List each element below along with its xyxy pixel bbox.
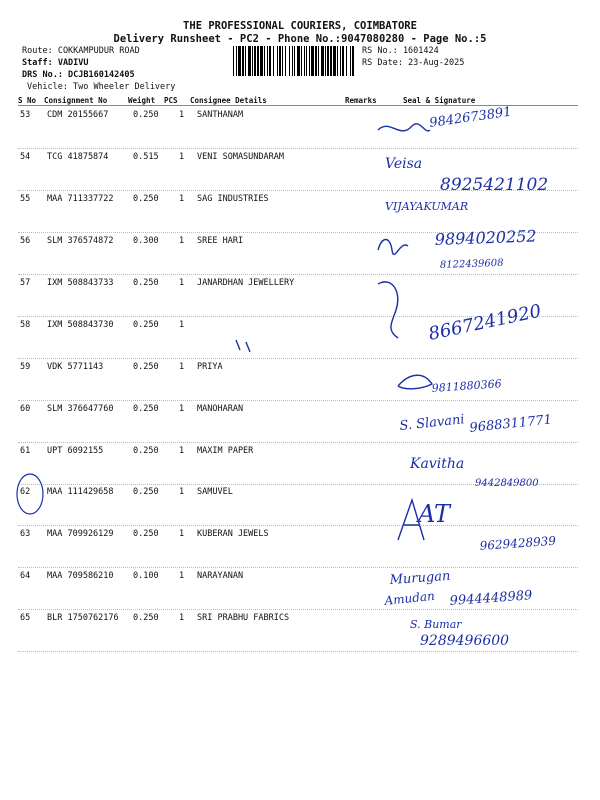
weight-value: 0.250 (133, 613, 159, 623)
table-row (18, 359, 578, 401)
consignee-name: NARAYANAN (197, 571, 244, 581)
handwritten-note: Amudan (383, 588, 436, 608)
consignment-number: MAA 709586210 (47, 571, 114, 581)
handwritten-note: Kavitha (410, 456, 465, 472)
serial-number: 59 (20, 362, 31, 372)
handwritten-note: S. Bumar (410, 618, 462, 631)
weight-value: 0.250 (133, 362, 159, 372)
handwritten-note: Veisa (385, 156, 423, 172)
column-header-consignee: Consignee Details (190, 96, 267, 105)
serial-number: 60 (20, 404, 31, 414)
handwritten-note: Murugan (389, 568, 451, 588)
staff-label: Staff: VADIVU (22, 58, 89, 68)
table-row (18, 191, 578, 233)
handwritten-note: AT (418, 500, 451, 528)
consignment-number: SLM 376647760 (47, 404, 114, 414)
consignee-name: MANOHARAN (197, 404, 244, 414)
serial-number: 62 (20, 487, 31, 497)
pieces-count: 1 (179, 194, 185, 204)
serial-number: 63 (20, 529, 31, 539)
pieces-count: 1 (179, 446, 185, 456)
weight-value: 0.250 (133, 446, 159, 456)
serial-number: 65 (20, 613, 31, 623)
pieces-count: 1 (179, 110, 185, 120)
table-row (18, 104, 578, 149)
weight-value: 0.250 (133, 278, 159, 288)
weight-value: 0.250 (133, 110, 159, 120)
serial-number: 54 (20, 152, 31, 162)
handwritten-note: 9442849800 (475, 478, 539, 489)
document-subtitle: Delivery Runsheet - PC2 - Phone No.:9047080280 - Page No.:5 (113, 33, 487, 45)
handwritten-note: 9629428939 (479, 533, 557, 553)
handwritten-note: 8925421102 (440, 175, 549, 195)
consignee-name: JANARDHAN JEWELLERY (197, 278, 295, 288)
table-row (18, 275, 578, 317)
table-row (18, 401, 578, 443)
consignee-name: KUBERAN JEWELS (197, 529, 269, 539)
pieces-count: 1 (179, 278, 185, 288)
handwritten-note: S. Slavani (398, 412, 466, 434)
table-row (18, 568, 578, 610)
pieces-count: 1 (179, 613, 185, 623)
document-title: THE PROFESSIONAL COURIERS, COIMBATORE (183, 20, 417, 32)
drs-number: DRS No.: DCJB160142405 (22, 70, 135, 80)
column-header-seal-signature: Seal & Signature (403, 96, 476, 105)
consignee-name: PRIYA (197, 362, 223, 372)
header-divider (18, 105, 578, 106)
handwritten-note: 9842673891 (428, 104, 513, 131)
table-row (18, 149, 578, 191)
column-header-remarks: Remarks (345, 96, 377, 105)
weight-value: 0.250 (133, 194, 159, 204)
consignment-number: BLR 1750762176 (47, 613, 119, 623)
pieces-count: 1 (179, 320, 185, 330)
pieces-count: 1 (179, 529, 185, 539)
consignment-number: VDK 5771143 (47, 362, 104, 372)
serial-number: 58 (20, 320, 31, 330)
weight-value: 0.250 (133, 529, 159, 539)
rs-date: RS Date: 23-Aug-2025 (362, 58, 465, 68)
column-header-sno: S No (18, 96, 37, 105)
serial-number: 56 (20, 236, 31, 246)
consignee-name: SAMUVEL (197, 487, 233, 497)
weight-value: 0.515 (133, 152, 159, 162)
consignment-number: IXM 508843730 (47, 320, 114, 330)
serial-number: 53 (20, 110, 31, 120)
consignment-number: IXM 508843733 (47, 278, 114, 288)
consignment-number: MAA 111429658 (47, 487, 114, 497)
weight-value: 0.250 (133, 404, 159, 414)
handwritten-note: 9289496600 (420, 633, 510, 649)
column-header-consignment: Consignment No (44, 96, 108, 105)
handwritten-note: 8122439608 (439, 257, 504, 271)
rs-number: RS No.: 1601424 (362, 46, 439, 56)
pieces-count: 1 (179, 362, 185, 372)
column-header-weight: Weight (128, 96, 156, 105)
table-row (18, 443, 578, 485)
consignment-number: SLM 376574872 (47, 236, 114, 246)
consignment-number: UPT 6092155 (47, 446, 104, 456)
route-label: Route: COKKAMPUDUR ROAD (22, 46, 140, 56)
weight-value: 0.300 (133, 236, 159, 246)
table-row (18, 610, 578, 652)
table-row (18, 233, 578, 275)
serial-number: 61 (20, 446, 31, 456)
handwritten-note: 9811880366 (431, 377, 503, 395)
consignment-number: TCG 41875874 (47, 152, 109, 162)
pieces-count: 1 (179, 236, 185, 246)
weight-value: 0.250 (133, 487, 159, 497)
handwritten-note: 8667241920 (426, 300, 544, 345)
consignee-name: SREE HARI (197, 236, 244, 246)
pieces-count: 1 (179, 404, 185, 414)
serial-number: 64 (20, 571, 31, 581)
consignee-name: SRI PRABHU FABRICS (197, 613, 290, 623)
column-header-pcs: PCS (164, 96, 178, 105)
vehicle-label: Vehicle: Two Wheeler Delivery (27, 82, 176, 92)
table-row (18, 484, 578, 526)
consignment-number: MAA 711337722 (47, 194, 114, 204)
row-divider (18, 651, 578, 652)
weight-value: 0.100 (133, 571, 159, 581)
serial-number: 57 (20, 278, 31, 288)
consignee-name: SAG INDUSTRIES (197, 194, 269, 204)
pieces-count: 1 (179, 152, 185, 162)
handwritten-note: 9688311771 (468, 412, 553, 436)
weight-value: 0.250 (133, 320, 159, 330)
table-row (18, 526, 578, 568)
handwritten-note: 9944448989 (449, 588, 533, 609)
consignee-name: SANTHANAM (197, 110, 244, 120)
consignee-name: VENI SOMASUNDARAM (197, 152, 284, 162)
serial-number: 55 (20, 194, 31, 204)
barcode-image (233, 46, 355, 76)
pieces-count: 1 (179, 487, 185, 497)
pieces-count: 1 (179, 571, 185, 581)
handwritten-note: VIJAYAKUMAR (385, 200, 469, 213)
consignee-name: MAXIM PAPER (197, 446, 254, 456)
consignment-number: CDM 20155667 (47, 110, 109, 120)
consignment-number: MAA 709926129 (47, 529, 114, 539)
handwritten-note: 9894020252 (434, 226, 537, 249)
table-row (18, 317, 578, 359)
